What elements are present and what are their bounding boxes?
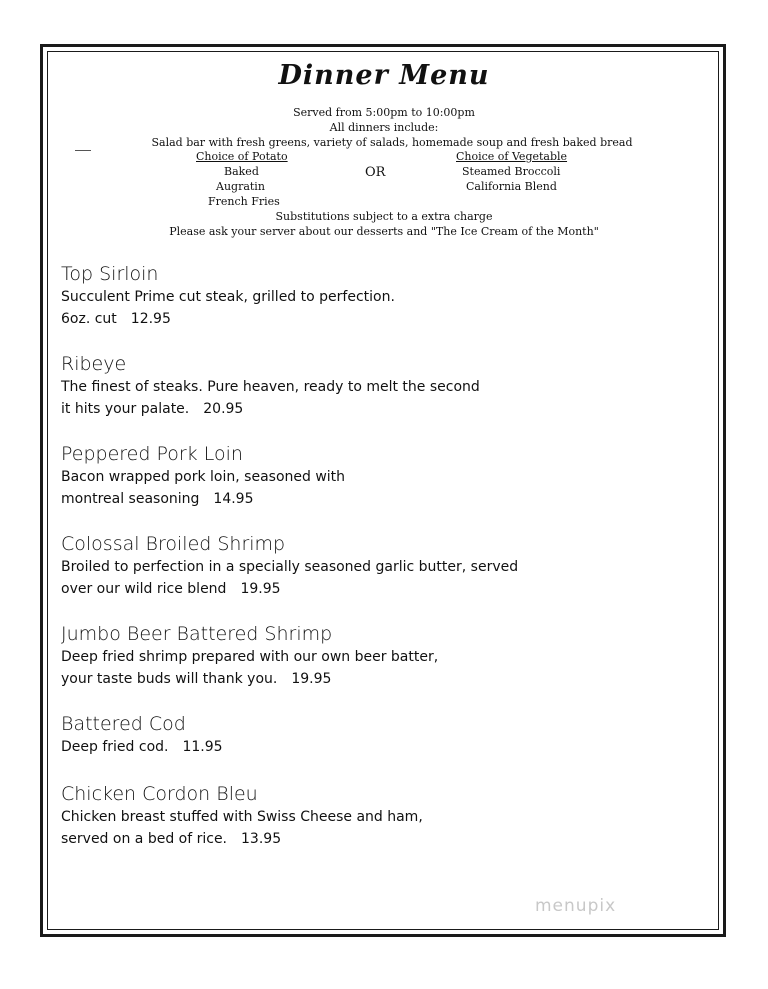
- item-description: served on a bed of rice.: [61, 831, 228, 847]
- item-description: montreal seasoning: [61, 491, 200, 507]
- item-name: Peppered Pork Loin: [61, 443, 243, 465]
- menu-item: [61, 442, 345, 510]
- item-price: 14.95: [213, 491, 254, 507]
- item-price: 19.95: [291, 671, 332, 687]
- vegetable-heading: Choice of Vegetable: [456, 150, 568, 163]
- menu-item: [61, 782, 423, 850]
- item-price: 20.95: [203, 401, 244, 417]
- item-description: Broiled to perfection in a specially seasoned garlic butter, served: [61, 559, 519, 575]
- item-description: Deep fried shrimp prepared with our own beer batter,: [61, 649, 439, 665]
- item-price: 11.95: [182, 739, 223, 755]
- item-price: 13.95: [241, 831, 282, 847]
- item-description: your taste buds will thank you.: [61, 671, 278, 687]
- menu-item: [61, 262, 395, 330]
- item-name: Jumbo Beer Battered Shrimp: [61, 623, 333, 645]
- menu-item: [61, 532, 518, 600]
- menu-item: [61, 622, 438, 690]
- served-hours: Served from 5:00pm to 10:00pm: [293, 106, 475, 119]
- includes-detail: Salad bar with fresh greens, variety of salads, homemade soup and fresh baked bread: [151, 136, 633, 149]
- page-title: Dinner Menu: [278, 60, 490, 91]
- item-name: Battered Cod: [61, 713, 186, 735]
- menu-item: [61, 352, 480, 420]
- item-name: Colossal Broiled Shrimp: [61, 533, 286, 555]
- item-name: Ribeye: [61, 353, 127, 375]
- dessert-note: Please ask your server about our desserts and "The Ice Cream of the Month": [169, 225, 599, 238]
- item-description: The finest of steaks. Pure heaven, ready to melt the second: [61, 379, 480, 395]
- item-description: Succulent Prime cut steak, grilled to perfection.: [61, 289, 395, 305]
- stray-mark: [75, 150, 91, 151]
- or-label: OR: [365, 165, 386, 180]
- potato-option: Augratin: [216, 180, 265, 193]
- item-name: Top Sirloin: [61, 263, 159, 285]
- potato-option: French Fries: [208, 195, 280, 208]
- item-description: Deep fried cod.: [61, 739, 169, 755]
- item-description: Bacon wrapped pork loin, seasoned with: [61, 469, 346, 485]
- watermark-logo: menupix: [535, 896, 617, 916]
- vegetable-option: Steamed Broccoli: [462, 165, 561, 178]
- item-price: 19.95: [240, 581, 281, 597]
- item-description: 6oz. cut: [61, 311, 117, 327]
- item-price: 12.95: [130, 311, 171, 327]
- all-dinners-include: All dinners include:: [329, 121, 439, 134]
- item-name: Chicken Cordon Bleu: [61, 783, 258, 805]
- item-description: it hits your palate.: [61, 401, 190, 417]
- potato-option: Baked: [224, 165, 259, 178]
- potato-heading: Choice of Potato: [196, 150, 288, 163]
- item-description: Chicken breast stuffed with Swiss Cheese and ham,: [61, 809, 423, 825]
- menu-item: [61, 712, 223, 758]
- vegetable-option: California Blend: [466, 180, 557, 193]
- item-description: over our wild rice blend: [61, 581, 227, 597]
- substitutions-note: Substitutions subject to a extra charge: [275, 210, 493, 223]
